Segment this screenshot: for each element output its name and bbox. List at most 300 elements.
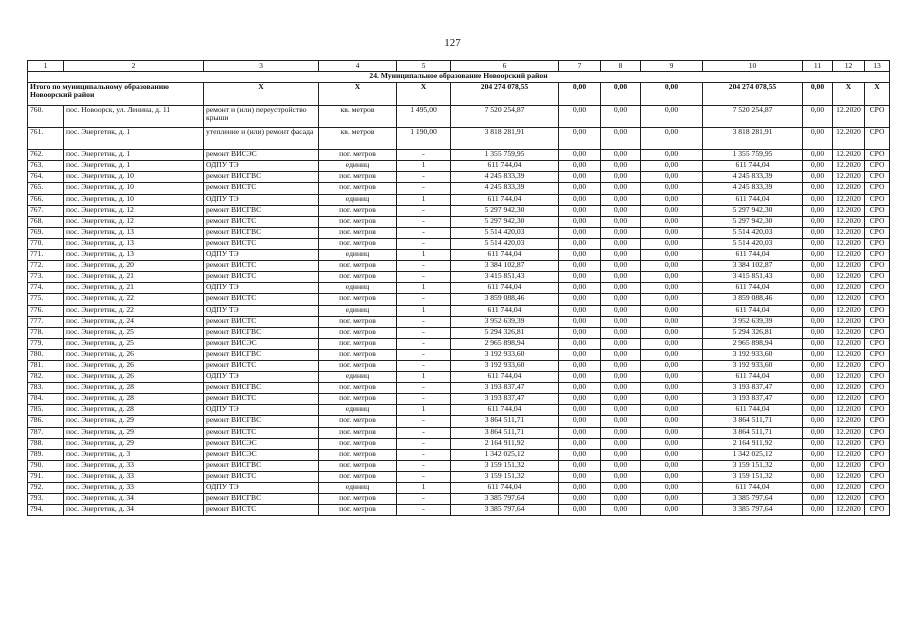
table-row [28, 316, 890, 327]
total-cost: 611 744,04 [451, 161, 559, 172]
fund-local: 0,00 [641, 305, 703, 316]
fund-federal: 0,00 [559, 305, 601, 316]
quantity: 1 [397, 483, 451, 494]
unit: пог. метров [319, 272, 397, 283]
fund-regional: 0,00 [601, 505, 641, 516]
address: пос. Энергетик, д. 28 [64, 405, 204, 416]
fund-local: 0,00 [641, 494, 703, 505]
total-cost: 1 355 759,95 [451, 150, 559, 161]
deadline: 12.2020 [833, 316, 865, 327]
address: пос. Энергетик, д. 25 [64, 338, 204, 349]
work-type: ремонт ВИСГВС [204, 227, 319, 238]
address: пос. Энергетик, д. 28 [64, 383, 204, 394]
fund-local: 0,00 [641, 283, 703, 294]
fund-local: 0,00 [641, 216, 703, 227]
fund-owners: 3 192 933,60 [703, 360, 803, 371]
fund-other: 0,00 [803, 294, 833, 305]
total-cost: 4 245 833,39 [451, 172, 559, 183]
deadline: 12.2020 [833, 194, 865, 205]
deadline: 12.2020 [833, 150, 865, 161]
deadline: 12.2020 [833, 471, 865, 482]
fund-regional: 0,00 [601, 316, 641, 327]
quantity: - [397, 205, 451, 216]
quantity: - [397, 460, 451, 471]
unit: единиц [319, 283, 397, 294]
column-number: 10 [703, 61, 803, 72]
row-number: 778. [28, 327, 64, 338]
table-row [28, 283, 890, 294]
unit: единиц [319, 161, 397, 172]
fund-local: 0,00 [641, 161, 703, 172]
fund-owners: 611 744,04 [703, 305, 803, 316]
address: пос. Энергетик, д. 1 [64, 161, 204, 172]
unit: единиц [319, 305, 397, 316]
fund-regional: 0,00 [601, 227, 641, 238]
work-type: ремонт ВИСТС [204, 261, 319, 272]
total-cost: 3 952 639,39 [451, 316, 559, 327]
fund-regional: 0,00 [601, 483, 641, 494]
total-cell: 0,00 [559, 83, 601, 106]
table-row [28, 394, 890, 405]
fund-owners: 2 164 911,92 [703, 438, 803, 449]
work-type: утепление и (или) ремонт фасада [204, 128, 319, 150]
contractor-type: СРО [865, 327, 890, 338]
fund-federal: 0,00 [559, 150, 601, 161]
row-number: 787. [28, 427, 64, 438]
deadline: 12.2020 [833, 238, 865, 249]
work-type: ремонт ВИСГВС [204, 327, 319, 338]
fund-local: 0,00 [641, 250, 703, 261]
contractor-type: СРО [865, 283, 890, 294]
row-number: 789. [28, 449, 64, 460]
work-type: ремонт ВИСТС [204, 294, 319, 305]
column-number: 9 [641, 61, 703, 72]
fund-owners: 1 342 025,12 [703, 449, 803, 460]
table-row [28, 449, 890, 460]
contractor-type: СРО [865, 183, 890, 194]
row-number: 766. [28, 194, 64, 205]
unit: пог. метров [319, 349, 397, 360]
fund-federal: 0,00 [559, 172, 601, 183]
total-cost: 3 864 511,71 [451, 427, 559, 438]
fund-owners: 611 744,04 [703, 372, 803, 383]
quantity: 1 495,00 [397, 106, 451, 128]
fund-regional: 0,00 [601, 261, 641, 272]
work-type: ремонт ВИСГВС [204, 349, 319, 360]
deadline: 12.2020 [833, 427, 865, 438]
fund-other: 0,00 [803, 128, 833, 150]
fund-federal: 0,00 [559, 494, 601, 505]
fund-federal: 0,00 [559, 505, 601, 516]
row-number: 792. [28, 483, 64, 494]
total-cell: X [833, 83, 865, 106]
fund-local: 0,00 [641, 460, 703, 471]
contractor-type: СРО [865, 471, 890, 482]
fund-regional: 0,00 [601, 349, 641, 360]
fund-local: 0,00 [641, 183, 703, 194]
total-cost: 1 342 025,12 [451, 449, 559, 460]
deadline: 12.2020 [833, 383, 865, 394]
row-number: 777. [28, 316, 64, 327]
fund-local: 0,00 [641, 316, 703, 327]
fund-local: 0,00 [641, 272, 703, 283]
deadline: 12.2020 [833, 261, 865, 272]
fund-other: 0,00 [803, 183, 833, 194]
row-number: 786. [28, 416, 64, 427]
fund-federal: 0,00 [559, 128, 601, 150]
row-number: 764. [28, 172, 64, 183]
fund-local: 0,00 [641, 338, 703, 349]
total-cost: 5 294 326,81 [451, 327, 559, 338]
row-number: 761. [28, 128, 64, 150]
unit: пог. метров [319, 205, 397, 216]
contractor-type: СРО [865, 272, 890, 283]
total-cell: 0,00 [641, 83, 703, 106]
table-row [28, 483, 890, 494]
contractor-type: СРО [865, 405, 890, 416]
total-cost: 611 744,04 [451, 283, 559, 294]
quantity: 1 [397, 161, 451, 172]
fund-owners: 3 192 933,60 [703, 349, 803, 360]
fund-owners: 3 952 639,39 [703, 316, 803, 327]
fund-owners: 611 744,04 [703, 161, 803, 172]
fund-other: 0,00 [803, 194, 833, 205]
total-cost: 2 164 911,92 [451, 438, 559, 449]
fund-federal: 0,00 [559, 272, 601, 283]
row-number: 769. [28, 227, 64, 238]
quantity: 1 190,00 [397, 128, 451, 150]
row-number: 781. [28, 360, 64, 371]
fund-other: 0,00 [803, 227, 833, 238]
fund-regional: 0,00 [601, 161, 641, 172]
row-number: 776. [28, 305, 64, 316]
work-type: ОДПУ ТЭ [204, 372, 319, 383]
unit: пог. метров [319, 505, 397, 516]
fund-other: 0,00 [803, 427, 833, 438]
address: пос. Энергетик, д. 29 [64, 427, 204, 438]
fund-federal: 0,00 [559, 283, 601, 294]
row-number: 773. [28, 272, 64, 283]
total-cost: 3 159 151,32 [451, 471, 559, 482]
fund-local: 0,00 [641, 394, 703, 405]
address: пос. Энергетик, д. 13 [64, 250, 204, 261]
fund-regional: 0,00 [601, 338, 641, 349]
total-cost: 3 193 837,47 [451, 394, 559, 405]
contractor-type: СРО [865, 161, 890, 172]
fund-local: 0,00 [641, 383, 703, 394]
fund-regional: 0,00 [601, 383, 641, 394]
contractor-type: СРО [865, 460, 890, 471]
total-cost: 3 193 837,47 [451, 383, 559, 394]
fund-other: 0,00 [803, 238, 833, 249]
fund-other: 0,00 [803, 161, 833, 172]
fund-other: 0,00 [803, 494, 833, 505]
quantity: - [397, 338, 451, 349]
column-number: 5 [397, 61, 451, 72]
fund-regional: 0,00 [601, 438, 641, 449]
work-type: ремонт ВИСЭС [204, 150, 319, 161]
deadline: 12.2020 [833, 372, 865, 383]
table-row [28, 250, 890, 261]
fund-local: 0,00 [641, 150, 703, 161]
fund-federal: 0,00 [559, 161, 601, 172]
fund-owners: 5 294 326,81 [703, 327, 803, 338]
table-row [28, 349, 890, 360]
fund-regional: 0,00 [601, 416, 641, 427]
work-type: ремонт ВИСЭС [204, 449, 319, 460]
total-cost: 3 864 511,71 [451, 416, 559, 427]
fund-local: 0,00 [641, 205, 703, 216]
unit: пог. метров [319, 294, 397, 305]
unit: единиц [319, 194, 397, 205]
unit: пог. метров [319, 172, 397, 183]
fund-other: 0,00 [803, 505, 833, 516]
contractor-type: СРО [865, 128, 890, 150]
row-number: 780. [28, 349, 64, 360]
address: пос. Энергетик, д. 12 [64, 205, 204, 216]
fund-regional: 0,00 [601, 183, 641, 194]
row-number: 774. [28, 283, 64, 294]
total-cost: 5 514 420,03 [451, 238, 559, 249]
total-cost: 204 274 078,55 [451, 83, 559, 106]
fund-regional: 0,00 [601, 494, 641, 505]
fund-other: 0,00 [803, 150, 833, 161]
fund-federal: 0,00 [559, 238, 601, 249]
fund-owners: 7 520 254,87 [703, 106, 803, 128]
column-number: 11 [803, 61, 833, 72]
work-type: ремонт ВИСЭС [204, 338, 319, 349]
fund-other: 0,00 [803, 283, 833, 294]
quantity: - [397, 471, 451, 482]
total-cost: 611 744,04 [451, 483, 559, 494]
row-number: 784. [28, 394, 64, 405]
fund-federal: 0,00 [559, 471, 601, 482]
total-cost: 3 859 088,46 [451, 294, 559, 305]
fund-other: 0,00 [803, 416, 833, 427]
fund-regional: 0,00 [601, 205, 641, 216]
fund-regional: 0,00 [601, 250, 641, 261]
unit: пог. метров [319, 238, 397, 249]
fund-other: 0,00 [803, 460, 833, 471]
table-row [28, 338, 890, 349]
fund-federal: 0,00 [559, 405, 601, 416]
contractor-type: СРО [865, 238, 890, 249]
fund-owners: 1 355 759,95 [703, 150, 803, 161]
quantity: - [397, 183, 451, 194]
total-cost: 611 744,04 [451, 405, 559, 416]
address: пос. Энергетик, д. 13 [64, 227, 204, 238]
address: пос. Энергетик, д. 10 [64, 183, 204, 194]
total-cost: 4 245 833,39 [451, 183, 559, 194]
unit: единиц [319, 250, 397, 261]
deadline: 12.2020 [833, 338, 865, 349]
address: пос. Энергетик, д. 28 [64, 394, 204, 405]
work-type: ОДПУ ТЭ [204, 405, 319, 416]
address: пос. Энергетик, д. 13 [64, 238, 204, 249]
unit: пог. метров [319, 183, 397, 194]
unit: пог. метров [319, 227, 397, 238]
fund-owners: 3 385 797,64 [703, 505, 803, 516]
fund-local: 0,00 [641, 172, 703, 183]
fund-other: 0,00 [803, 316, 833, 327]
fund-local: 0,00 [641, 349, 703, 360]
fund-regional: 0,00 [601, 294, 641, 305]
fund-local: 0,00 [641, 416, 703, 427]
quantity: - [397, 150, 451, 161]
address: пос. Энергетик, д. 34 [64, 494, 204, 505]
column-number-row [28, 61, 890, 72]
work-type: ремонт ВИСТС [204, 427, 319, 438]
contractor-type: СРО [865, 316, 890, 327]
deadline: 12.2020 [833, 483, 865, 494]
quantity: - [397, 360, 451, 371]
fund-other: 0,00 [803, 483, 833, 494]
fund-other: 0,00 [803, 438, 833, 449]
table-row [28, 405, 890, 416]
table-row [28, 106, 890, 128]
quantity: - [397, 272, 451, 283]
deadline: 12.2020 [833, 205, 865, 216]
fund-regional: 0,00 [601, 471, 641, 482]
work-type: ремонт ВИСТС [204, 505, 319, 516]
table-row [28, 183, 890, 194]
quantity: - [397, 427, 451, 438]
fund-local: 0,00 [641, 483, 703, 494]
address: пос. Энергетик, д. 26 [64, 372, 204, 383]
fund-owners: 5 514 420,03 [703, 227, 803, 238]
fund-owners: 611 744,04 [703, 250, 803, 261]
deadline: 12.2020 [833, 349, 865, 360]
total-cell: X [865, 83, 890, 106]
total-cost: 3 192 933,60 [451, 360, 559, 371]
fund-owners: 3 384 102,87 [703, 261, 803, 272]
table-row [28, 438, 890, 449]
address: пос. Энергетик, д. 1 [64, 128, 204, 150]
deadline: 12.2020 [833, 283, 865, 294]
total-cost: 3 415 851,43 [451, 272, 559, 283]
work-type: ОДПУ ТЭ [204, 283, 319, 294]
fund-local: 0,00 [641, 227, 703, 238]
work-type: ремонт ВИСТС [204, 183, 319, 194]
unit: пог. метров [319, 216, 397, 227]
deadline: 12.2020 [833, 106, 865, 128]
unit: единиц [319, 372, 397, 383]
fund-local: 0,00 [641, 427, 703, 438]
total-cell: X [397, 83, 451, 106]
quantity: 1 [397, 305, 451, 316]
work-type: ОДПУ ТЭ [204, 305, 319, 316]
fund-local: 0,00 [641, 106, 703, 128]
section-row [28, 72, 890, 83]
table-row [28, 360, 890, 371]
fund-local: 0,00 [641, 238, 703, 249]
fund-federal: 0,00 [559, 227, 601, 238]
table-row [28, 505, 890, 516]
fund-other: 0,00 [803, 360, 833, 371]
contractor-type: СРО [865, 505, 890, 516]
work-type: ремонт и (или) переустройство крыши [204, 106, 319, 128]
deadline: 12.2020 [833, 272, 865, 283]
unit: пог. метров [319, 427, 397, 438]
row-number: 771. [28, 250, 64, 261]
quantity: 1 [397, 194, 451, 205]
quantity: 1 [397, 283, 451, 294]
fund-federal: 0,00 [559, 372, 601, 383]
contractor-type: СРО [865, 360, 890, 371]
fund-local: 0,00 [641, 505, 703, 516]
quantity: 1 [397, 372, 451, 383]
deadline: 12.2020 [833, 505, 865, 516]
fund-owners: 3 193 837,47 [703, 383, 803, 394]
table-row [28, 150, 890, 161]
fund-other: 0,00 [803, 327, 833, 338]
work-type: ОДПУ ТЭ [204, 161, 319, 172]
work-type: ремонт ВИСГВС [204, 416, 319, 427]
row-number: 779. [28, 338, 64, 349]
fund-federal: 0,00 [559, 327, 601, 338]
fund-owners: 611 744,04 [703, 283, 803, 294]
table-row [28, 205, 890, 216]
address: пос. Энергетик, д. 26 [64, 360, 204, 371]
unit: кв. метров [319, 106, 397, 128]
quantity: - [397, 261, 451, 272]
row-number: 775. [28, 294, 64, 305]
address: пос. Энергетик, д. 10 [64, 194, 204, 205]
table-row [28, 161, 890, 172]
fund-federal: 0,00 [559, 194, 601, 205]
address: пос. Энергетик, д. 33 [64, 471, 204, 482]
address: пос. Энергетик, д. 1 [64, 150, 204, 161]
quantity: - [397, 216, 451, 227]
fund-local: 0,00 [641, 405, 703, 416]
table-row [28, 460, 890, 471]
row-number: 794. [28, 505, 64, 516]
column-number: 1 [28, 61, 64, 72]
fund-federal: 0,00 [559, 483, 601, 494]
total-cost: 3 385 797,64 [451, 494, 559, 505]
total-cell: X [204, 83, 319, 106]
deadline: 12.2020 [833, 216, 865, 227]
row-number: 772. [28, 261, 64, 272]
contractor-type: СРО [865, 150, 890, 161]
fund-other: 0,00 [803, 338, 833, 349]
fund-other: 0,00 [803, 394, 833, 405]
deadline: 12.2020 [833, 460, 865, 471]
fund-federal: 0,00 [559, 427, 601, 438]
column-number: 6 [451, 61, 559, 72]
contractor-type: СРО [865, 338, 890, 349]
unit: пог. метров [319, 316, 397, 327]
fund-regional: 0,00 [601, 449, 641, 460]
unit: пог. метров [319, 438, 397, 449]
column-number: 4 [319, 61, 397, 72]
fund-regional: 0,00 [601, 460, 641, 471]
fund-local: 0,00 [641, 471, 703, 482]
table-row [28, 383, 890, 394]
quantity: - [397, 505, 451, 516]
fund-other: 0,00 [803, 216, 833, 227]
deadline: 12.2020 [833, 405, 865, 416]
quantity: - [397, 327, 451, 338]
fund-regional: 0,00 [601, 150, 641, 161]
fund-regional: 0,00 [601, 172, 641, 183]
total-cost-2: 204 274 078,55 [703, 83, 803, 106]
address: пос. Энергетик, д. 34 [64, 505, 204, 516]
table-row [28, 305, 890, 316]
work-type: ОДПУ ТЭ [204, 483, 319, 494]
unit: пог. метров [319, 383, 397, 394]
fund-regional: 0,00 [601, 272, 641, 283]
